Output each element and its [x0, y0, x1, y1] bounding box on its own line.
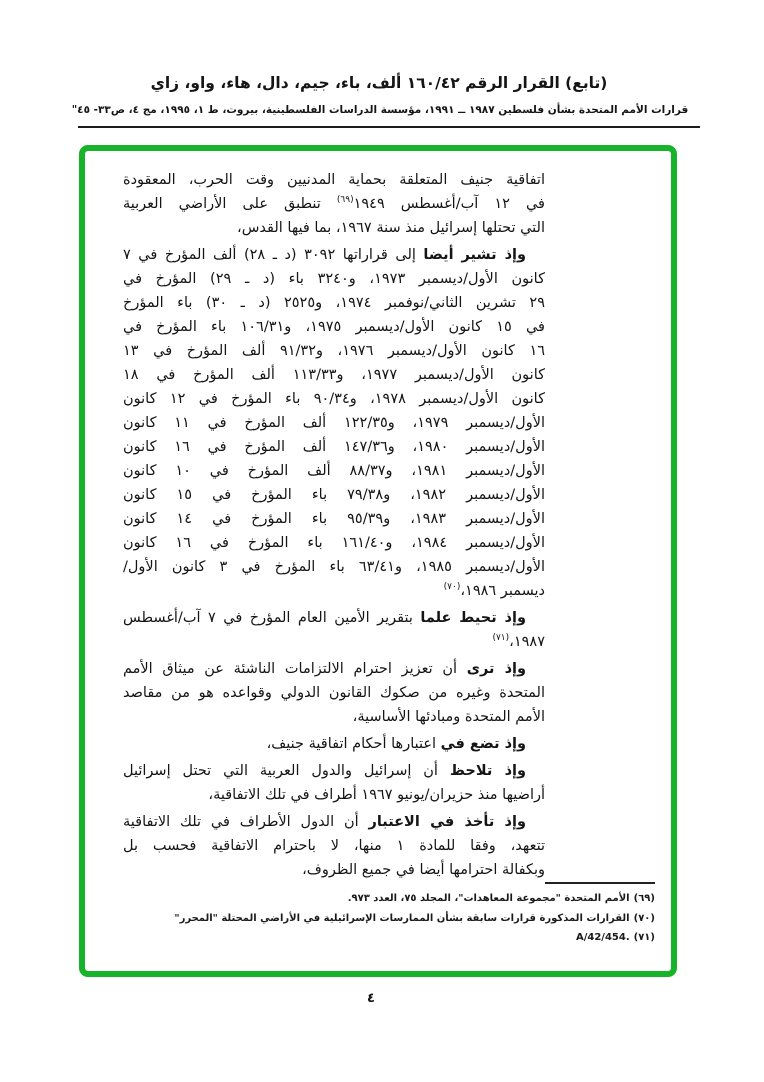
body-line: [123, 579, 545, 603]
page-number: ٤: [367, 991, 375, 1006]
body-line: [123, 192, 545, 216]
text-segment: الأول/ديسمبر ١٩٨٠، و١٤٧/٣٦ ألف المؤرخ في ١٦ كانون: [123, 439, 546, 455]
text-segment: ١٦ كانون الأول/ديسمبر ١٩٧٦، و٩١/٣٢ ألف المؤرخ في ١٣: [123, 343, 546, 359]
body-line: [123, 459, 545, 483]
text-segment: وإذ ترى: [466, 661, 527, 677]
body-line: [123, 339, 545, 363]
text-segment: الأول/ديسمبر ١٩٨٢، و٧٩/٣٨ باء المؤرخ في ١٥ كانون: [123, 487, 545, 503]
body-line: [123, 858, 545, 882]
body-line: [123, 507, 545, 531]
text-segment: الأول/ديسمبر ١٩٨١، و٨٨/٣٧ ألف المؤرخ في ١٠ كانون: [123, 463, 546, 479]
header-divider: [78, 126, 700, 128]
body-line: [123, 216, 545, 240]
footnote-divider: [545, 882, 655, 884]
body-line: [123, 606, 545, 630]
body-line: [123, 732, 545, 756]
text-segment: وإذ تلاحظ: [449, 763, 527, 779]
text-segment: الأول/ديسمبر ١٩٨٣، و٩٥/٣٩ باء المؤرخ في ١٤ كانون: [123, 511, 545, 527]
footnote-ref: (٧٠): [443, 582, 461, 593]
body-text: [123, 168, 545, 885]
body-line: [123, 435, 545, 459]
body-line: [123, 630, 545, 654]
text-segment: وإذ تحيط علما: [420, 610, 526, 626]
body-line: [123, 243, 545, 267]
text-segment: وبكفالة احترامها أيضا في جميع الظروف،: [302, 862, 545, 878]
body-line: [123, 810, 545, 834]
body-line: [123, 657, 545, 681]
footnote-number: (٦٩): [633, 893, 655, 904]
document-source-line: قرارات الأمم المتحدة بشأن فلسطين ١٩٨٧ ــ ١٩٩١، مؤسسة الدراسات الفلسطينية، بيروت، ط ١، ١٩٩٥، مج ٤، ص٣٣- ٤٥": [71, 104, 689, 116]
body-line: [123, 681, 545, 705]
text-segment: المتحدة وغيره من صكوك القانون الدولي وقواعده هو من مقاصد: [123, 685, 545, 701]
body-line: [123, 411, 545, 435]
paragraph: [123, 759, 545, 807]
text-segment: في ١٥ كانون الأول/ديسمبر ١٩٧٥، و١٠٦/٣١ باء المؤرخ في: [123, 319, 545, 335]
text-segment: ٢٩ تشرين الثاني/نوفمبر ١٩٧٤، و٢٥٢٥ (د ـ ٣٠) باء المؤرخ: [123, 295, 545, 311]
text-segment: الأول/ديسمبر ١٩٨٤، و١٦١/٤٠ باء المؤرخ في ١٦ كانون: [123, 535, 545, 551]
text-segment: وإذ تأخذ في الاعتبار: [368, 814, 526, 830]
paragraph: [123, 657, 545, 729]
footnote-line: [115, 909, 655, 929]
document-title: (تابع) القرار الرقم ١٦٠/٤٢ ألف، باء، جيم، دال، هاء، واو، زاي: [150, 74, 608, 92]
footnote-number: (٧٠): [633, 912, 655, 924]
text-segment: أن إسرائيل والدول العربية التي تحتل إسرائيل: [123, 763, 450, 779]
text-segment: كانون الأول/ديسمبر ١٩٧٨، و٩٠/٣٤ باء المؤرخ في ١٢ كانون: [123, 391, 545, 407]
text-segment: وإذ تضع في: [440, 736, 526, 752]
body-line: [123, 555, 545, 579]
footnote-text: الأمم المتحدة "مجموعة المعاهدات"، المجلد ٧٥، العدد ٩٧٣.: [347, 893, 630, 904]
text-segment: بتقرير الأمين العام المؤرخ في ٧ آب/أغسطس: [123, 610, 421, 626]
text-segment: وإذ تشير أيضا: [423, 247, 526, 263]
paragraph: [123, 732, 545, 756]
footnote-ref: (٦٩): [336, 195, 354, 206]
footnote-line: [115, 889, 655, 909]
body-line: [123, 315, 545, 339]
paragraph: [123, 168, 545, 240]
text-segment: أن الدول الأطراف في تلك الاتفاقية: [123, 814, 369, 830]
text-segment: كانون الأول/ديسمبر ١٩٧٣، و٣٢٤٠ باء (د ـ ٢٩) المؤرخ في: [123, 271, 546, 287]
footnote-text: A/42/454.: [575, 932, 630, 943]
text-segment: تتعهد، وفقا للمادة ١ منها، لا باحترام الاتفاقية فحسب بل: [123, 838, 546, 854]
body-line: [123, 834, 545, 858]
body-line: [123, 363, 545, 387]
text-segment: الأول/ديسمبر ١٩٨٥، و٦٣/٤١ باء المؤرخ في ٣ كانون الأول/: [123, 559, 545, 575]
text-segment: إلى قراراتها ٣٠٩٢ (د ـ ٢٨) ألف المؤرخ في ٧: [123, 247, 424, 263]
text-segment: أراضيها منذ حزيران/يونيو ١٩٦٧ أطراف في تلك الاتفاقية،: [208, 787, 545, 803]
footnote-ref: (٧١): [492, 633, 510, 644]
paragraph: [123, 243, 545, 603]
text-segment: ١٩٨٧،: [509, 634, 545, 650]
text-segment: كانون الأول/ديسمبر ١٩٧٧، و١١٣/٣٣ ألف المؤرخ في ١٨: [123, 367, 546, 383]
text-segment: ديسمبر ١٩٨٦،: [460, 583, 545, 599]
body-line: [123, 783, 545, 807]
body-line: [123, 168, 545, 192]
body-line: [123, 705, 545, 729]
footnotes: [115, 889, 655, 948]
text-segment: في ١٢ آب/أغسطس ١٩٤٩: [353, 196, 545, 212]
footnote-line: [115, 928, 655, 948]
body-line: [123, 267, 545, 291]
text-segment: التي تحتلها إسرائيل منذ سنة ١٩٦٧، بما فيها القدس،: [237, 220, 545, 236]
footnote-number: (٧١): [633, 932, 655, 943]
body-line: [123, 531, 545, 555]
text-segment: اتفاقية جنيف المتعلقة بحماية المدنيين وقت الحرب، المعقودة: [123, 172, 545, 188]
body-line: [123, 483, 545, 507]
text-segment: تنطبق على الأراضي العربية: [123, 196, 337, 212]
text-segment: الأمم المتحدة ومبادئها الأساسية،: [352, 709, 545, 725]
highlight-box: [79, 145, 677, 977]
body-line: [123, 387, 545, 411]
body-line: [123, 759, 545, 783]
text-segment: أن تعزيز احترام الالتزامات الناشئة عن ميثاق الأمم: [123, 661, 467, 677]
footnote-text: القرارات المذكورة قرارات سابقة بشأن الممارسات الإسرائيلية في الأراضي المحتلة "المحرر": [174, 912, 630, 924]
text-segment: الأول/ديسمبر ١٩٧٩، و١٢٢/٣٥ ألف المؤرخ في ١١ كانون: [123, 415, 546, 431]
text-segment: اعتبارها أحكام اتفاقية جنيف،: [266, 736, 441, 752]
body-line: [123, 291, 545, 315]
paragraph: [123, 810, 545, 882]
paragraph: [123, 606, 545, 654]
